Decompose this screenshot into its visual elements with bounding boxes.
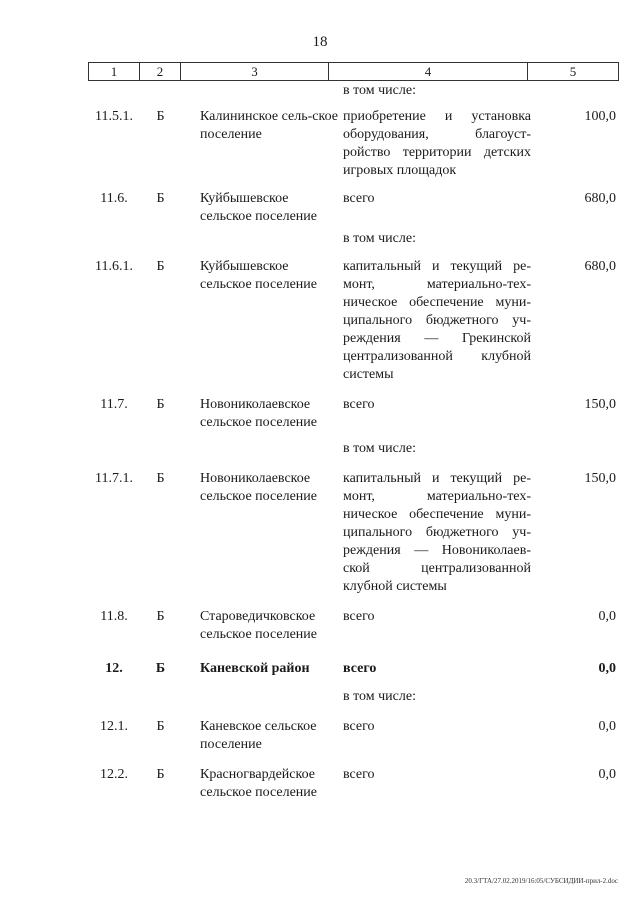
table-row <box>0 190 640 230</box>
row-value: 0,0 <box>598 767 616 782</box>
table-row <box>0 766 640 814</box>
table-row <box>0 258 640 396</box>
row-description: всего <box>343 191 375 206</box>
note-row <box>0 688 640 718</box>
row-number: 11.8. <box>100 609 128 624</box>
row-description: всего <box>343 397 375 412</box>
document-footer: 20.3/ГТА/27.02.2019/16:05/СУБСИДИИ-прил-2.doc <box>464 877 618 885</box>
row-name: Куйбышевское сельское поселение <box>200 259 317 292</box>
row-value: 0,0 <box>598 609 616 624</box>
row-type: Б <box>156 767 165 782</box>
table-row <box>0 608 640 660</box>
note-row <box>0 230 640 258</box>
subtotal-note: в том числе: <box>343 689 416 704</box>
row-type: Б <box>156 397 165 412</box>
row-value: 0,0 <box>598 661 616 676</box>
table-row <box>0 108 640 190</box>
row-value: 150,0 <box>584 397 616 412</box>
column-header-5: 5 <box>569 64 577 79</box>
row-number: 11.7. <box>100 397 128 412</box>
row-description: капитальный и текущий ре-монт, материально-тех-ническое обеспечение муни-ципального бюджетного уч-реждения — Новониколаев-ской централизованной клубной системы <box>343 471 531 594</box>
row-value: 0,0 <box>598 719 616 734</box>
row-description: всего <box>343 719 375 734</box>
row-type: Б <box>155 661 166 676</box>
subtotal-note: в том числе: <box>343 231 416 246</box>
table-body <box>0 82 640 814</box>
row-description: всего <box>343 661 377 676</box>
table-row-total <box>0 660 640 688</box>
row-value: 680,0 <box>584 259 616 274</box>
note-row <box>0 440 640 470</box>
column-header-3: 3 <box>181 63 329 80</box>
row-name: Староведичковское сельское поселение <box>200 609 317 642</box>
row-number: 12.1. <box>100 719 128 734</box>
row-type: Б <box>156 471 165 486</box>
row-type: Б <box>156 719 165 734</box>
row-description: капитальный и текущий ре-монт, материально-тех-ническое обеспечение муни-ципального бюджетного уч-реждения — Грекинской централизованной клубной системы <box>343 259 531 382</box>
column-header-1: 1 <box>89 63 140 80</box>
column-header-4: 4 <box>329 63 528 80</box>
row-name: Куйбышевское сельское поселение <box>200 191 317 224</box>
subtotal-note: в том числе: <box>343 83 416 98</box>
row-value: 680,0 <box>584 191 616 206</box>
row-number: 12. <box>105 661 123 676</box>
top-note-row <box>0 82 640 108</box>
row-description: приобретение и установка оборудования, благоуст-ройство территории детских игровых площадок <box>343 109 531 178</box>
row-number: 11.7.1. <box>95 471 133 486</box>
row-name: Красногвардейское сельское поселение <box>200 767 317 800</box>
row-name: Каневской район <box>200 661 310 676</box>
row-number: 11.6.1. <box>95 259 133 274</box>
row-value: 150,0 <box>584 471 616 486</box>
table-row <box>0 718 640 766</box>
row-number: 12.2. <box>100 767 128 782</box>
table-row <box>0 396 640 440</box>
row-description: всего <box>343 767 375 782</box>
row-number: 11.6. <box>100 191 128 206</box>
column-header-2: 2 <box>140 63 181 80</box>
row-type: Б <box>156 109 165 124</box>
row-number: 11.5.1. <box>95 109 133 124</box>
column-header-row <box>88 62 619 81</box>
page-number: 18 <box>312 34 328 50</box>
table-row <box>0 470 640 608</box>
row-name: Калининское сель-ское поселение <box>200 109 338 142</box>
row-name: Новониколаевское сельское поселение <box>200 471 317 504</box>
row-type: Б <box>156 609 165 624</box>
row-name: Каневское сельское поселение <box>200 719 317 752</box>
row-description: всего <box>343 609 375 624</box>
row-name: Новониколаевское сельское поселение <box>200 397 317 430</box>
row-value: 100,0 <box>584 109 616 124</box>
subtotal-note: в том числе: <box>343 441 416 456</box>
row-type: Б <box>156 191 165 206</box>
row-type: Б <box>156 259 165 274</box>
